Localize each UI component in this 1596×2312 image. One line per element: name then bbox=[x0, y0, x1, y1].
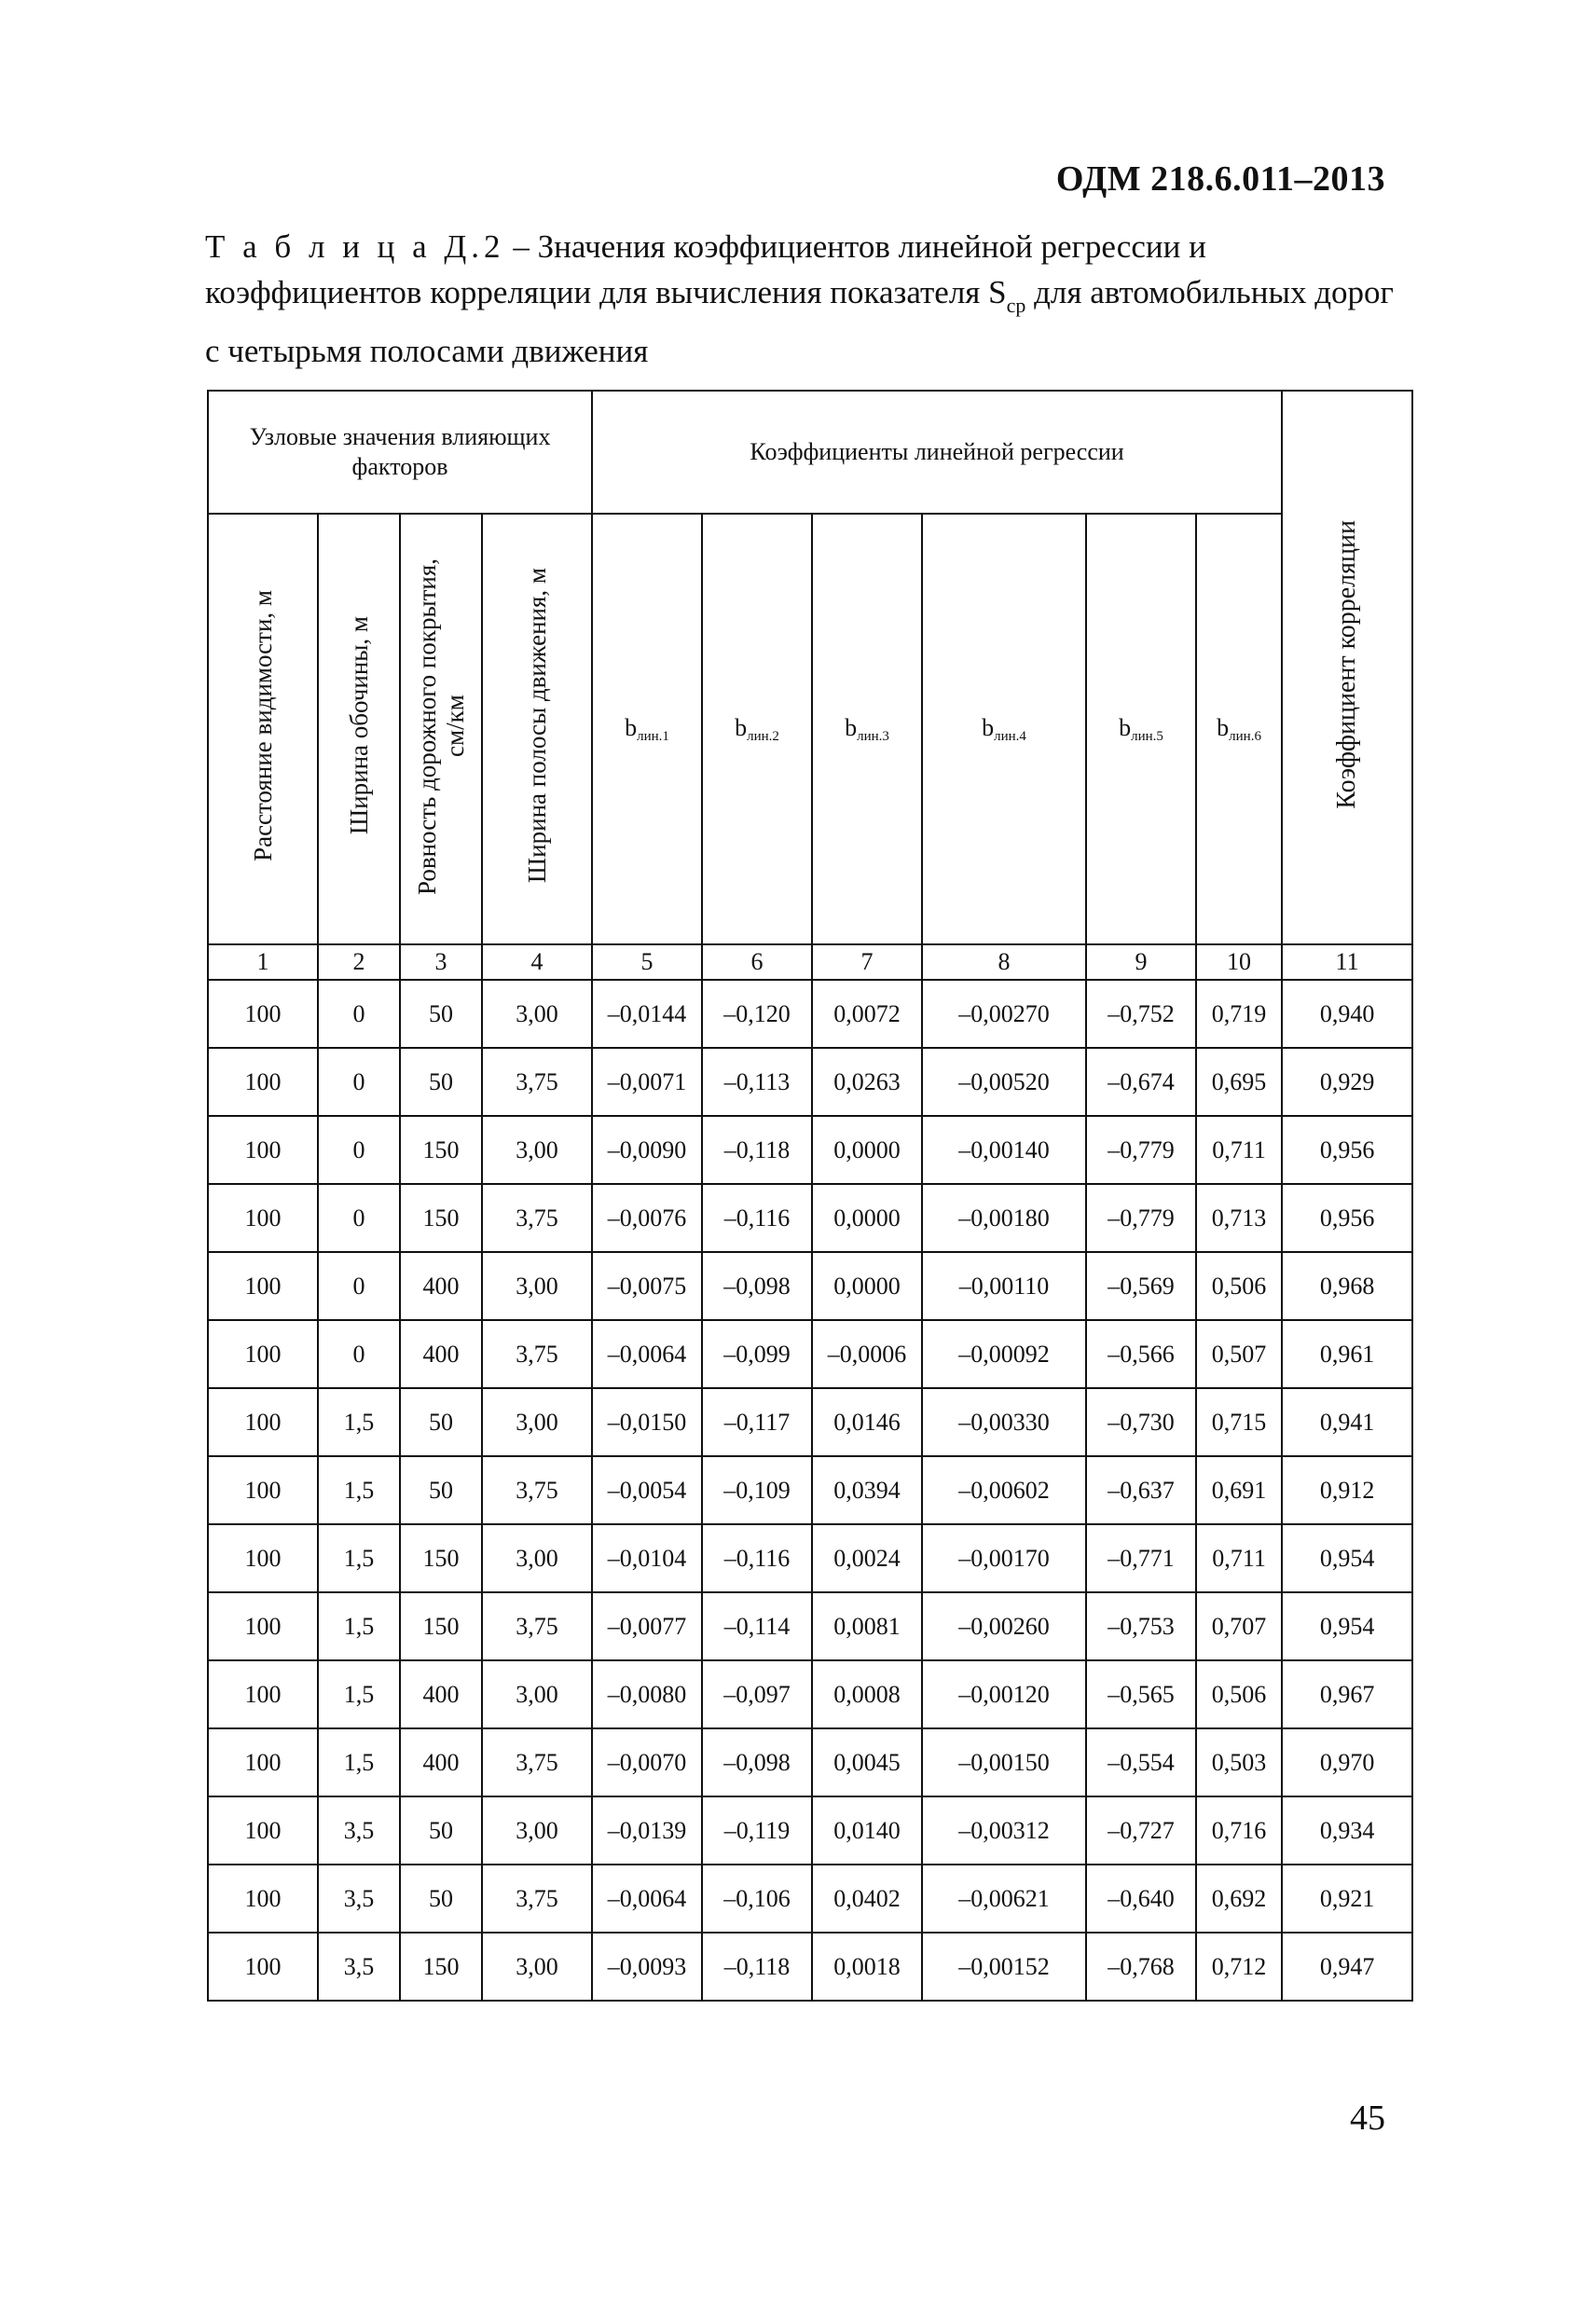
factor-header-shoulder bbox=[318, 514, 400, 944]
table-row bbox=[208, 1796, 1412, 1865]
table-cell: –0,0080 bbox=[592, 1660, 702, 1728]
table-cell: 0,692 bbox=[1196, 1865, 1282, 1933]
table-cell: 0,716 bbox=[1196, 1796, 1282, 1865]
table-cell: 150 bbox=[400, 1116, 482, 1184]
table-cell: 0,503 bbox=[1196, 1728, 1282, 1796]
factor-header-label: Ширина обочины, м bbox=[345, 616, 373, 835]
table-row bbox=[208, 1933, 1412, 2001]
table-cell: 400 bbox=[400, 1660, 482, 1728]
column-number: 6 bbox=[702, 944, 812, 980]
table-cell: 100 bbox=[208, 1728, 318, 1796]
table-cell: 3,75 bbox=[482, 1048, 592, 1116]
table-cell: –0,674 bbox=[1086, 1048, 1196, 1116]
table-cell: –0,0064 bbox=[592, 1865, 702, 1933]
table-cell: 0,947 bbox=[1282, 1933, 1412, 2001]
table-cell: 0,912 bbox=[1282, 1456, 1412, 1524]
table-cell: 0,0000 bbox=[812, 1252, 922, 1320]
table-cell: –0,752 bbox=[1086, 980, 1196, 1048]
table-cell: 150 bbox=[400, 1933, 482, 2001]
table-row bbox=[208, 1048, 1412, 1116]
table-cell: –0,00150 bbox=[922, 1728, 1086, 1796]
coef-header-b3: $b_{лин.3}$ bbox=[812, 514, 922, 944]
table-cell: –0,116 bbox=[702, 1184, 812, 1252]
table-cell: 0,0008 bbox=[812, 1660, 922, 1728]
factor-header-visibility bbox=[208, 514, 318, 944]
table-cell: –0,566 bbox=[1086, 1320, 1196, 1388]
table-cell: –0,0139 bbox=[592, 1796, 702, 1865]
table-cell: 1,5 bbox=[318, 1524, 400, 1592]
table-cell: 0 bbox=[318, 1048, 400, 1116]
table-cell: –0,097 bbox=[702, 1660, 812, 1728]
table-cell: 50 bbox=[400, 980, 482, 1048]
table-row bbox=[208, 1252, 1412, 1320]
table-cell: 0,0140 bbox=[812, 1796, 922, 1865]
table-cell: 50 bbox=[400, 1456, 482, 1524]
table-cell: –0,727 bbox=[1086, 1796, 1196, 1865]
table-cell: 1,5 bbox=[318, 1388, 400, 1456]
table-cell: –0,637 bbox=[1086, 1456, 1196, 1524]
factor-header-lane-width bbox=[482, 514, 592, 944]
coefficients-table bbox=[207, 390, 1413, 2002]
table-cell: 50 bbox=[400, 1048, 482, 1116]
table-cell: 0,0072 bbox=[812, 980, 922, 1048]
table-cell: –0,730 bbox=[1086, 1388, 1196, 1456]
table-cell: 100 bbox=[208, 1933, 318, 2001]
table-cell: –0,098 bbox=[702, 1252, 812, 1320]
coef-header-b6: $b_{лин.6}$ bbox=[1196, 514, 1282, 944]
table-row bbox=[208, 1660, 1412, 1728]
table-cell: 3,00 bbox=[482, 1933, 592, 2001]
column-number: 2 bbox=[318, 944, 400, 980]
table-cell: –0,753 bbox=[1086, 1592, 1196, 1660]
table-cell: 0,0081 bbox=[812, 1592, 922, 1660]
factor-header-label: Ровность дорожного покрытия, см/км bbox=[413, 557, 469, 895]
table-cell: –0,640 bbox=[1086, 1865, 1196, 1933]
factor-header-label: Расстояние видимости, м bbox=[249, 590, 277, 861]
table-cell: –0,106 bbox=[702, 1865, 812, 1933]
column-number: 3 bbox=[400, 944, 482, 980]
table-cell: –0,554 bbox=[1086, 1728, 1196, 1796]
table-cell: 3,00 bbox=[482, 1388, 592, 1456]
table-cell: 0,929 bbox=[1282, 1048, 1412, 1116]
table-cell: –0,119 bbox=[702, 1796, 812, 1865]
table-cell: –0,00140 bbox=[922, 1116, 1086, 1184]
table-cell: –0,098 bbox=[702, 1728, 812, 1796]
table-cell: 100 bbox=[208, 1388, 318, 1456]
table-cell: 3,00 bbox=[482, 1796, 592, 1865]
table-cell: 0,961 bbox=[1282, 1320, 1412, 1388]
table-cell: –0,0077 bbox=[592, 1592, 702, 1660]
table-row bbox=[208, 1320, 1412, 1388]
table-cell: 0,921 bbox=[1282, 1865, 1412, 1933]
table-cell: 0 bbox=[318, 980, 400, 1048]
table-cell: –0,120 bbox=[702, 980, 812, 1048]
table-cell: 100 bbox=[208, 1865, 318, 1933]
caption-subscript: ср bbox=[1006, 294, 1026, 317]
table-cell: –0,117 bbox=[702, 1388, 812, 1456]
table-cell: 1,5 bbox=[318, 1660, 400, 1728]
table-row bbox=[208, 1456, 1412, 1524]
table-cell: 100 bbox=[208, 1660, 318, 1728]
table-cell: 0,0402 bbox=[812, 1865, 922, 1933]
table-cell: 0 bbox=[318, 1184, 400, 1252]
table-body bbox=[208, 980, 1412, 2001]
table-cell: 100 bbox=[208, 1048, 318, 1116]
table-cell: 0,954 bbox=[1282, 1524, 1412, 1592]
table-cell: 150 bbox=[400, 1524, 482, 1592]
table-cell: 0,0146 bbox=[812, 1388, 922, 1456]
table-cell: 400 bbox=[400, 1320, 482, 1388]
column-number: 4 bbox=[482, 944, 592, 980]
table-cell: 100 bbox=[208, 1592, 318, 1660]
table-cell: 0 bbox=[318, 1116, 400, 1184]
table-cell: –0,565 bbox=[1086, 1660, 1196, 1728]
table-cell: 0,940 bbox=[1282, 980, 1412, 1048]
table-cell: 0,956 bbox=[1282, 1184, 1412, 1252]
table-cell: –0,00260 bbox=[922, 1592, 1086, 1660]
table-cell: 0,0000 bbox=[812, 1184, 922, 1252]
table-cell: 3,5 bbox=[318, 1796, 400, 1865]
table-cell: 150 bbox=[400, 1184, 482, 1252]
table-cell: 0,954 bbox=[1282, 1592, 1412, 1660]
table-cell: 100 bbox=[208, 980, 318, 1048]
table-row bbox=[208, 1592, 1412, 1660]
table-cell: 0,0263 bbox=[812, 1048, 922, 1116]
correlation-header-label: Коэффициент корреляции bbox=[1332, 519, 1362, 809]
table-cell: 3,75 bbox=[482, 1456, 592, 1524]
table-row bbox=[208, 1116, 1412, 1184]
table-cell: 100 bbox=[208, 1456, 318, 1524]
table-cell: –0,114 bbox=[702, 1592, 812, 1660]
table-cell: 0,968 bbox=[1282, 1252, 1412, 1320]
table-cell: –0,0006 bbox=[812, 1320, 922, 1388]
column-number: 8 bbox=[922, 944, 1086, 980]
table-cell: 100 bbox=[208, 1184, 318, 1252]
table-cell: 3,00 bbox=[482, 1252, 592, 1320]
table-cell: 0,711 bbox=[1196, 1116, 1282, 1184]
coef-header-b2: $b_{лин.2}$ bbox=[702, 514, 812, 944]
table-cell: –0,00180 bbox=[922, 1184, 1086, 1252]
table-cell: –0,0075 bbox=[592, 1252, 702, 1320]
table-cell: –0,116 bbox=[702, 1524, 812, 1592]
table-cell: 3,75 bbox=[482, 1320, 592, 1388]
table-cell: 400 bbox=[400, 1728, 482, 1796]
table-row bbox=[208, 1865, 1412, 1933]
table-cell: –0,00120 bbox=[922, 1660, 1086, 1728]
table-cell: 50 bbox=[400, 1388, 482, 1456]
table-cell: 1,5 bbox=[318, 1456, 400, 1524]
table-cell: 0,970 bbox=[1282, 1728, 1412, 1796]
table-cell: 0,695 bbox=[1196, 1048, 1282, 1116]
table-cell: 3,5 bbox=[318, 1865, 400, 1933]
table-cell: –0,779 bbox=[1086, 1116, 1196, 1184]
column-number: 10 bbox=[1196, 944, 1282, 980]
regression-group-header: Коэффициенты линейной регрессии bbox=[592, 391, 1282, 514]
table-cell: 100 bbox=[208, 1320, 318, 1388]
table-cell: 3,75 bbox=[482, 1728, 592, 1796]
table-cell: 0,934 bbox=[1282, 1796, 1412, 1865]
table-cell: –0,00330 bbox=[922, 1388, 1086, 1456]
table-cell: –0,00270 bbox=[922, 980, 1086, 1048]
table-cell: 0,0024 bbox=[812, 1524, 922, 1592]
table-cell: 0,715 bbox=[1196, 1388, 1282, 1456]
table-cell: 0,0045 bbox=[812, 1728, 922, 1796]
coef-header-b4: $b_{лин.4}$ bbox=[922, 514, 1086, 944]
table-cell: –0,0090 bbox=[592, 1116, 702, 1184]
table-cell: –0,771 bbox=[1086, 1524, 1196, 1592]
table-cell: –0,00092 bbox=[922, 1320, 1086, 1388]
table-cell: 0,956 bbox=[1282, 1116, 1412, 1184]
coef-header-b5: $b_{лин.5}$ bbox=[1086, 514, 1196, 944]
column-number: 7 bbox=[812, 944, 922, 980]
table-cell: –0,0150 bbox=[592, 1388, 702, 1456]
table-cell: 3,00 bbox=[482, 1116, 592, 1184]
table-cell: –0,0076 bbox=[592, 1184, 702, 1252]
table-cell: 1,5 bbox=[318, 1728, 400, 1796]
table-cell: –0,00621 bbox=[922, 1865, 1086, 1933]
table-cell: 100 bbox=[208, 1252, 318, 1320]
table-cell: –0,00602 bbox=[922, 1456, 1086, 1524]
table-cell: –0,0071 bbox=[592, 1048, 702, 1116]
table-cell: –0,00520 bbox=[922, 1048, 1086, 1116]
factor-header-roughness bbox=[400, 514, 482, 944]
table-cell: –0,118 bbox=[702, 1116, 812, 1184]
table-cell: 0,707 bbox=[1196, 1592, 1282, 1660]
table-cell: –0,0054 bbox=[592, 1456, 702, 1524]
table-cell: 0,691 bbox=[1196, 1456, 1282, 1524]
table-cell: 100 bbox=[208, 1796, 318, 1865]
table-cell: 150 bbox=[400, 1592, 482, 1660]
table-cell: –0,118 bbox=[702, 1933, 812, 2001]
factor-header-label: Ширина полосы движения, м bbox=[523, 568, 552, 884]
table-cell: 1,5 bbox=[318, 1592, 400, 1660]
column-number: 9 bbox=[1086, 944, 1196, 980]
table-cell: 0,941 bbox=[1282, 1388, 1412, 1456]
table-cell: 50 bbox=[400, 1796, 482, 1865]
coef-header-b1: $b_{лин.1}$ bbox=[592, 514, 702, 944]
table-cell: 3,75 bbox=[482, 1592, 592, 1660]
table-cell: –0,00312 bbox=[922, 1796, 1086, 1865]
table-cell: 0,0394 bbox=[812, 1456, 922, 1524]
table-cell: –0,779 bbox=[1086, 1184, 1196, 1252]
caption-label: Т а б л и ц а Д.2 bbox=[205, 228, 505, 265]
table-cell: 0,719 bbox=[1196, 980, 1282, 1048]
correlation-header bbox=[1282, 391, 1412, 944]
table-cell: –0,768 bbox=[1086, 1933, 1196, 2001]
table-row bbox=[208, 1728, 1412, 1796]
table-row bbox=[208, 980, 1412, 1048]
column-numbers-row bbox=[208, 944, 1412, 980]
table-cell: 0,713 bbox=[1196, 1184, 1282, 1252]
table-cell: –0,0144 bbox=[592, 980, 702, 1048]
table-cell: 3,75 bbox=[482, 1184, 592, 1252]
table-row bbox=[208, 1388, 1412, 1456]
table-cell: 3,00 bbox=[482, 980, 592, 1048]
table-cell: –0,0104 bbox=[592, 1524, 702, 1592]
table-cell: 0,967 bbox=[1282, 1660, 1412, 1728]
table-cell: 100 bbox=[208, 1116, 318, 1184]
table-cell: 0,506 bbox=[1196, 1660, 1282, 1728]
caption-text-end: для автомобильных дорог с четырьмя полосами движения bbox=[205, 274, 1394, 369]
table-cell: –0,109 bbox=[702, 1456, 812, 1524]
table-cell: 3,00 bbox=[482, 1660, 592, 1728]
table-cell: –0,569 bbox=[1086, 1252, 1196, 1320]
table-cell: 0,507 bbox=[1196, 1320, 1282, 1388]
table-cell: 0 bbox=[318, 1252, 400, 1320]
table-row bbox=[208, 1184, 1412, 1252]
table-row bbox=[208, 1524, 1412, 1592]
factors-group-header: Узловые значения влияющих факторов bbox=[208, 391, 592, 514]
caption-text: – Значения коэффициентов линейной регрессии и коэффициентов корреляции для вычисления показателя S bbox=[205, 228, 1206, 310]
table-cell: –0,0064 bbox=[592, 1320, 702, 1388]
table-cell: –0,00110 bbox=[922, 1252, 1086, 1320]
table-cell: 3,75 bbox=[482, 1865, 592, 1933]
table-cell: 0,0000 bbox=[812, 1116, 922, 1184]
table-cell: –0,099 bbox=[702, 1320, 812, 1388]
table-cell: 0,0018 bbox=[812, 1933, 922, 2001]
column-number: 5 bbox=[592, 944, 702, 980]
table-cell: –0,0070 bbox=[592, 1728, 702, 1796]
table-cell: 400 bbox=[400, 1252, 482, 1320]
table-cell: 0 bbox=[318, 1320, 400, 1388]
table-caption bbox=[205, 224, 1408, 374]
table-cell: 0,711 bbox=[1196, 1524, 1282, 1592]
table-cell: 50 bbox=[400, 1865, 482, 1933]
table-cell: –0,113 bbox=[702, 1048, 812, 1116]
table-cell: 0,506 bbox=[1196, 1252, 1282, 1320]
table-cell: –0,00170 bbox=[922, 1524, 1086, 1592]
column-number: 1 bbox=[208, 944, 318, 980]
table-cell: 0,712 bbox=[1196, 1933, 1282, 2001]
page-number: 45 bbox=[1350, 2099, 1385, 2138]
table-cell: 100 bbox=[208, 1524, 318, 1592]
table-cell: –0,0093 bbox=[592, 1933, 702, 2001]
table-cell: –0,00152 bbox=[922, 1933, 1086, 2001]
document-code: ОДМ 218.6.011–2013 bbox=[1055, 159, 1385, 199]
table-cell: 3,00 bbox=[482, 1524, 592, 1592]
table-cell: 3,5 bbox=[318, 1933, 400, 2001]
column-number: 11 bbox=[1282, 944, 1412, 980]
